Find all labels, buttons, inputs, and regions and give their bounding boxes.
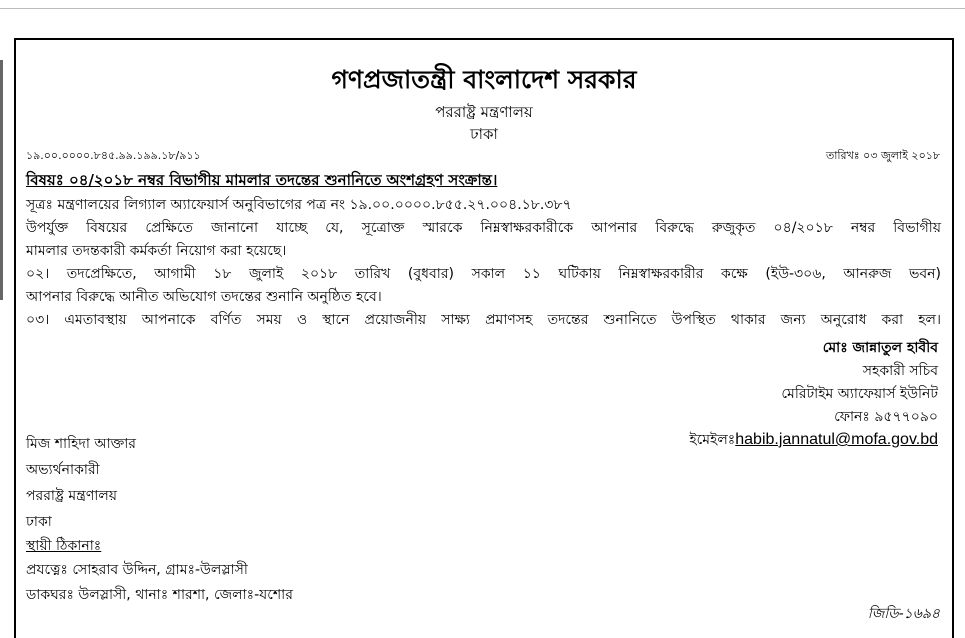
permanent-address-label: স্থায়ী ঠিকানাঃ: [26, 538, 102, 554]
city-name: ঢাকা: [470, 125, 498, 143]
ministry-name: পররাষ্ট্র মন্ত্রণালয়: [435, 103, 533, 121]
signatory-designation: সহকারী সচিব: [862, 363, 938, 379]
gd-number: জিডি-১৬৯৪: [867, 606, 940, 622]
recipient-city: ঢাকা: [26, 514, 52, 530]
notice-frame: [14, 38, 954, 638]
paragraph-2-line-2: আপনার বিরুদ্ধে আনীত অভিযোগ তদন্তের শুনানি অনুষ্ঠিত হবে।: [26, 289, 382, 305]
recipient-name: মিজ শাহিদা আক্তার: [26, 436, 137, 452]
signatory-unit: মেরিটাইম অ্যাফেয়ার্স ইউনিট: [781, 386, 938, 402]
paragraph-1-line-1: উপর্যুক্ত বিষয়ের প্রেক্ষিতে জানানো যাচ্ছে যে, সূত্রোক্ত স্মারকে নিম্নস্বাক্ষরকারীকে আপনার বিরুদ্ধে রুজুকৃত ০৪/২০১৮ নম্বর বিভাগীয়: [26, 220, 941, 236]
memo-number: ১৯.০০.০০০০.৮৪৫.৯৯.১৯৯.১৮/৯১১: [26, 149, 201, 162]
recipient-care-of: প্রযত্নেঃ সোহরাব উদ্দিন, গ্রামঃ-উলস্লাসী: [26, 562, 248, 578]
recipient-post: ডাকঘরঃ উলস্লাসী, থানাঃ শারশা, জেলাঃ-যশোর: [26, 587, 293, 603]
top-edge-line: [0, 0, 965, 9]
reference-line: সূত্রঃ মন্ত্রণালয়ের লিগ্যাল অ্যাফেয়ার্স অনুবিভাগের পত্র নং ১৯.০০.০০০০.৮৫৫.২৭.০০৪.১৮.৩৮৭: [26, 197, 572, 213]
signatory-name: মোঃ জান্নাতুল হাবীব: [822, 340, 938, 356]
subject-line: বিষয়ঃ ০৪/২০১৮ নম্বর বিভাগীয় মামলার তদন্তের শুনানিতে অংশগ্রহণ সংক্রান্ত।: [26, 171, 498, 189]
government-title: গণপ্রজাতন্ত্রী বাংলাদেশ সরকার: [331, 65, 637, 94]
paragraph-1-line-2: মামলার তদন্তকারী কর্মকর্তা নিয়োগ করা হয়েছে।: [26, 243, 287, 259]
email-link[interactable]: habib.jannatul@mofa.gov.bd: [735, 431, 938, 448]
paragraph-3: ০৩। এমতাবস্থায় আপনাকে বর্ণিত সময় ও স্থানে প্রয়োজনীয় সাক্ষ্য প্রমাণসহ তদন্তের শুনানিতে উপস্থিত থাকার জন্য অনুরোধ করা হল।: [26, 312, 941, 328]
signatory-phone: ফোনঃ ৯৫৭৭০৯০: [834, 409, 938, 425]
recipient-ministry: পররাষ্ট্র মন্ত্রণালয়: [26, 488, 118, 504]
memo-date: তারিখঃ ০৩ জুলাই ২০১৮: [825, 149, 940, 162]
paragraph-2-line-1: ০২। তদপ্রেক্ষিতে, আগামী ১৮ জুলাই ২০১৮ তারিখ (বুধবার) সকাল ১১ ঘটিকায় নিম্নস্বাক্ষরকারীর কক্ষে (ইউ-৩০৬, আনরুজ ভবন): [26, 266, 941, 282]
left-edge-mark: [0, 60, 3, 300]
email-label: ইমেইলঃ: [689, 432, 736, 448]
recipient-role: অভ্যর্থনাকারী: [26, 462, 100, 478]
signatory-email-row: [689, 428, 938, 452]
